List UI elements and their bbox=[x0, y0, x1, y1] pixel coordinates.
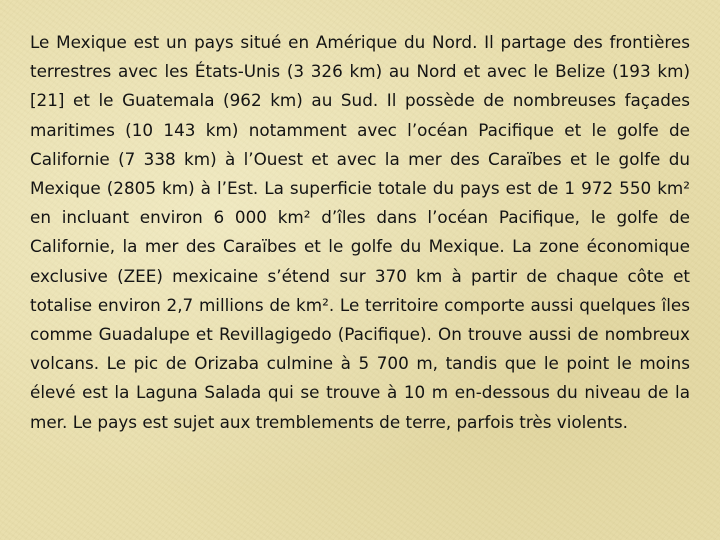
body-paragraph: Le Mexique est un pays situé en Amérique du Nord. Il partage des frontières terrestres avec les États-Unis (3 326 km) au Nord et avec le Belize (193 km)[21] et le Guatemala (962 km) au Sud. Il possède de nombreuses façades maritimes (10 143 km) notamment avec l’océan Pacifique et le golfe de Californie (7 338 km) à l’Ouest et avec la mer des Caraïbes et le golfe du Mexique (2805 km) à l’Est. La superficie totale du pays est de 1 972 550 km² en incluant environ 6 000 km² d’îles dans l’océan Pacifique, le golfe de Californie, la mer des Caraïbes et le golfe du Mexique. La zone économique exclusive (ZEE) mexicaine s’étend sur 370 km à partir de chaque côte et totalise environ 2,7 millions de km². Le territoire comporte aussi quelques îles comme Guadalupe et Revillagigedo (Pacifique). On trouve aussi de nombreux volcans. Le pic de Orizaba culmine à 5 700 m, tandis que le point le moins élevé est la Laguna Salada qui se trouve à 10 m en-dessous du niveau de la mer. Le pays est sujet aux tremblements de terre, parfois très violents. bbox=[30, 32, 690, 432]
